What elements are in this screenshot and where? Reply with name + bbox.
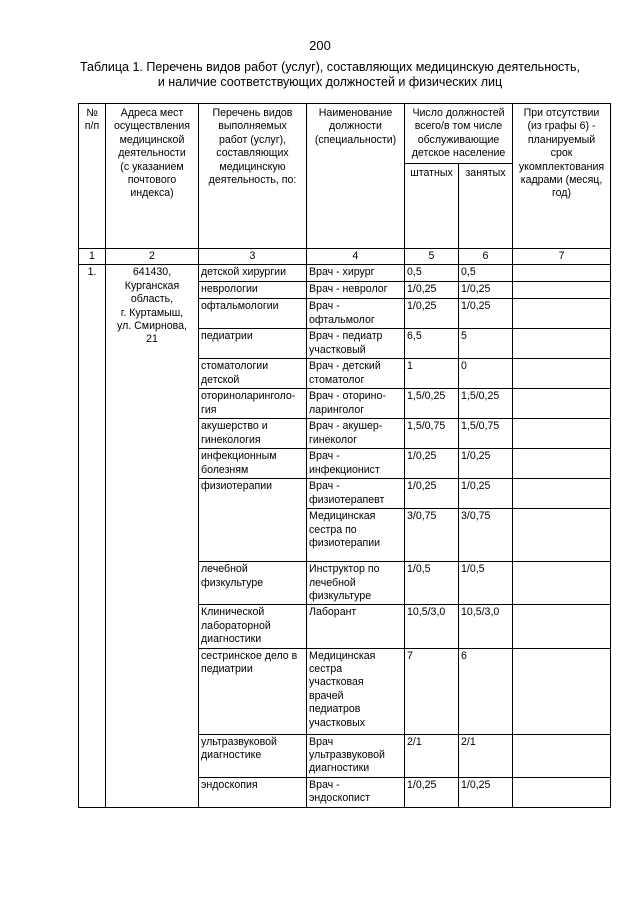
staff-count-cell: 1/0,25 [405,449,459,479]
position-cell: Инструктор по лечебной физкультуре [307,562,405,605]
column-number: 1 [79,249,106,265]
caption-line-1: Таблица 1. Перечень видов работ (услуг), составляющих медицинскую деятельность, [79,60,581,74]
occupied-count-cell: 6 [459,648,513,734]
position-cell: Медицинская сестра участковая врачей педиатров участковых [307,648,405,734]
staff-count-cell: 7 [405,648,459,734]
staff-count-cell: 1/0,25 [405,777,459,807]
occupied-count-cell: 1/0,25 [459,449,513,479]
work-type-cell: акушерство и гинекология [199,419,307,449]
header-staff: штатных [405,164,459,249]
work-type-cell: физиотерапии [199,479,307,562]
staff-count-cell: 1 [405,359,459,389]
planned-term-cell [513,282,611,299]
occupied-count-cell: 2/1 [459,734,513,777]
occupied-count-cell: 1/0,25 [459,282,513,299]
staff-count-cell: 1,5/0,25 [405,389,459,419]
page-number: 200 [309,38,331,53]
header-position: Наименование должности (специальности) [307,104,405,249]
header-address: Адреса мест осуществления медицинской деятельности (с указанием почтового индекса) [106,104,199,249]
staff-count-cell: 1/0,25 [405,479,459,509]
staff-count-cell: 10,5/3,0 [405,605,459,648]
work-type-cell: неврологии [199,282,307,299]
work-type-cell: лечебной физкультуре [199,562,307,605]
occupied-count-cell: 5 [459,329,513,359]
occupied-count-cell: 1/0,25 [459,777,513,807]
occupied-count-cell: 1,5/0,25 [459,389,513,419]
planned-term-cell [513,449,611,479]
planned-term-cell [513,329,611,359]
header-occupied: занятых [459,164,513,249]
position-cell: Врач - невролог [307,282,405,299]
header-work-types: Перечень видов выполняемых работ (услуг), составляющих медицинскую деятельность, по: [199,104,307,249]
staff-count-cell: 1/0,25 [405,282,459,299]
planned-term-cell [513,509,611,562]
work-type-cell: стоматологии детской [199,359,307,389]
planned-term-cell [513,299,611,329]
column-number: 3 [199,249,307,265]
occupied-count-cell: 0,5 [459,265,513,282]
occupied-count-cell: 0 [459,359,513,389]
staff-count-cell: 1/0,5 [405,562,459,605]
header-planned-term: При отсутствии (из графы 6) - планируемый срок укомплектования кадрами (месяц, год) [513,104,611,249]
column-number: 2 [106,249,199,265]
entry-number-cell: 1. [79,265,106,807]
position-cell: Врач - эндоскопист [307,777,405,807]
column-number: 5 [405,249,459,265]
work-type-cell: сестринское дело в педиатрии [199,648,307,734]
planned-term-cell [513,479,611,509]
occupied-count-cell: 10,5/3,0 [459,605,513,648]
staff-count-cell: 2/1 [405,734,459,777]
work-type-cell: эндоскопия [199,777,307,807]
address-cell: 641430, Курганская область, г. Куртамыш, ул. Смирнова, 21 [106,265,199,807]
planned-term-cell [513,777,611,807]
occupied-count-cell: 1,5/0,75 [459,419,513,449]
header-row [79,104,611,164]
occupied-count-cell: 1/0,25 [459,479,513,509]
position-cell: Лаборант [307,605,405,648]
work-type-cell: Клинической лабораторной диагностики [199,605,307,648]
column-numbers-row [79,249,611,265]
planned-term-cell [513,605,611,648]
position-cell: Врач - хирург [307,265,405,282]
work-type-cell: педиатрии [199,329,307,359]
work-type-cell: ультразвуковой диагностике [199,734,307,777]
position-cell: Врач - акушер- гинеколог [307,419,405,449]
position-cell: Врач ультразвуковой диагностики [307,734,405,777]
position-cell: Медицинская сестра по физиотерапии [307,509,405,562]
works-table [78,103,611,808]
table-caption [60,60,600,90]
work-type-cell: офтальмологии [199,299,307,329]
position-cell: Врач - педиатр участковый [307,329,405,359]
position-cell: Врач - оторино- ларинголог [307,389,405,419]
occupied-count-cell: 3/0,75 [459,509,513,562]
planned-term-cell [513,562,611,605]
staff-count-cell: 3/0,75 [405,509,459,562]
staff-count-cell: 1/0,25 [405,299,459,329]
table-row [79,265,611,282]
header-num: № п/п [79,104,106,249]
work-type-cell: детской хирургии [199,265,307,282]
occupied-count-cell: 1/0,25 [459,299,513,329]
planned-term-cell [513,419,611,449]
planned-term-cell [513,359,611,389]
staff-count-cell: 0,5 [405,265,459,282]
planned-term-cell [513,648,611,734]
work-type-cell: инфекционным болезням [199,449,307,479]
table-container [78,103,610,808]
position-cell: Врач - инфекционист [307,449,405,479]
work-type-cell: оториноларинголо- гия [199,389,307,419]
caption-line-2: и наличие соответствующих должностей и физических лиц [157,75,503,89]
planned-term-cell [513,734,611,777]
staff-count-cell: 6,5 [405,329,459,359]
staff-count-cell: 1,5/0,75 [405,419,459,449]
occupied-count-cell: 1/0,5 [459,562,513,605]
planned-term-cell [513,389,611,419]
column-number: 4 [307,249,405,265]
column-number: 7 [513,249,611,265]
column-number: 6 [459,249,513,265]
planned-term-cell [513,265,611,282]
position-cell: Врач - детский стоматолог [307,359,405,389]
position-cell: Врач - офтальмолог [307,299,405,329]
header-positions-count: Число должностей всего/в том числе обслуживающие детское население [405,104,513,164]
position-cell: Врач - физиотерапевт [307,479,405,509]
